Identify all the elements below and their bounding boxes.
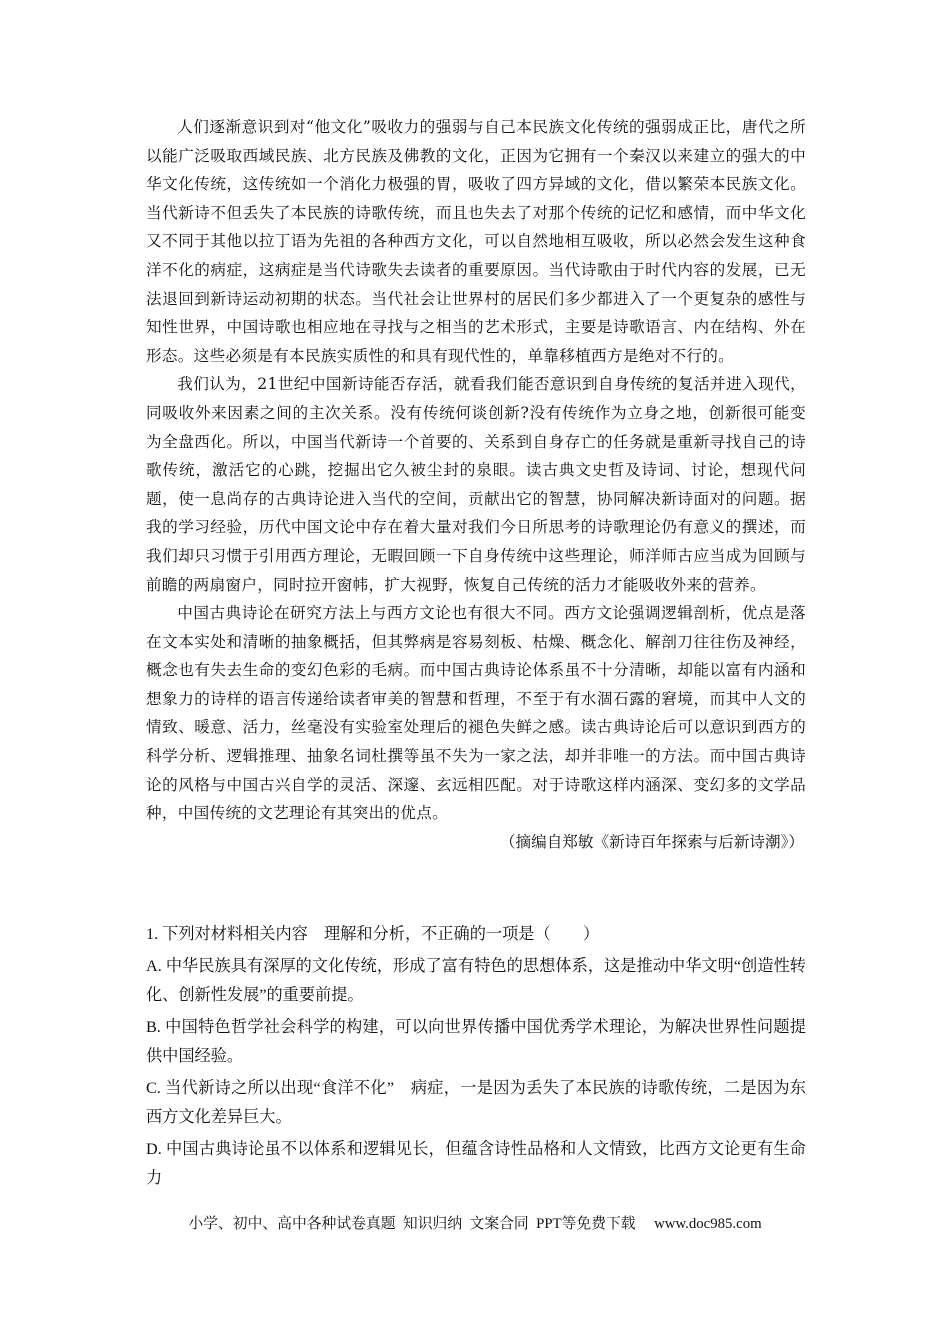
page-footer: 小学、初中、高中各种试卷真题 知识归纳 文案合同 PPT等免费下载 www.doc985.com — [188, 1216, 762, 1232]
article-paragraph-3: 中国古典诗论在研究方法上与西方文论也有很大不同。西方文论强调逻辑剖析，优点是落在文本实处和清晰的抽象概括，但其弊病是容易刻板、枯燥、概念化、解剖刀往往伤及神经，概念也有失去生命的变幻色彩的毛病。而中国古典诗论体系虽不十分清晰，却能以富有内涵和想象力的诗样的语言传递给读者审美的智慧和哲理，不至于有水涸石露的窘境，而其中人文的情致、暖意、活力，丝毫没有实验室处理后的褪色失鲜之感。读古典诗论后可以意识到西方的科学分析、逻辑推理、抽象名词杜撰等虽不失为一家之法，却并非唯一的方法。而中国古典诗论的风格与中国古兴自学的灵活、深邃、玄远相匹配。对于诗歌这样内涵深、变幻多的文学品种，中国传统的文艺理论有其突出的优点。 — [146, 604, 806, 823]
option-a: A. 中华民族具有深厚的文化传统，形成了富有特色的思想体系，这是推动中华文明“创造性转化、创新性发展”的重要前提。 — [146, 957, 806, 1004]
question-stem: 1. 下列对材料相关内容 理解和分析，不正确的一项是（ ） — [146, 925, 600, 943]
option-d: D. 中国古典诗论虽不以体系和逻辑见长，但蕴含诗性品格和人文情致，比西方文论更有生命力 — [146, 1140, 806, 1187]
article-paragraph-2: 我们认为，21世纪中国新诗能否存活，就看我们能否意识到自身传统的复活并进入现代，同吸收外来因素之间的主次关系。没有传统何谈创新?没有传统作为立身之地，创新很可能变为全盘西化。所以，中国当代新诗一个首要的、关系到自身存亡的任务就是重新寻找自己的诗歌传统，激活它的心跳，挖掘出它久被尘封的泉眼。读古典文史哲及诗词、讨论，想现代问题，使一息尚存的古典诗论进入当代的空间，贡献出它的智慧，协同解决新诗面对的问题。据我的学习经验，历代中国文论中存在着大量对我们今日所思考的诗歌理论仍有意义的撰述，而我们却只习惯于引用西方理论，无暇回顾一下自身传统中这些理论，师洋师古应当成为回顾与前瞻的两扇窗户，同时拉开窗帏，扩大视野，恢复自己传统的活力才能吸收外来的营养。 — [146, 375, 806, 594]
option-c: C. 当代新诗之所以出现“食洋不化” 病症，一是因为丢失了本民族的诗歌传统，二是因为东西方文化差异巨大。 — [146, 1079, 806, 1126]
article-paragraph-1: 人们逐渐意识到对“他文化”吸收力的强弱与自己本民族文化传统的强弱成正比，唐代之所以能广泛吸取西域民族、北方民族及佛教的文化，正因为它拥有一个秦汉以来建立的强大的中华文化传统，这传统如一个消化力极强的胃，吸收了四方异域的文化，借以繁荣本民族文化。当代新诗不但丢失了本民族的诗歌传统，而且也失去了对那个传统的记忆和感情，而中华文化又不同于其他以拉丁语为先祖的各种西方文化，可以自然地相互吸收，所以必然会发生这种食洋不化的病症，这病症是当代诗歌失去读者的重要原因。当代诗歌由于时代内容的发展，已无法退回到新诗运动初期的状态。当代社会让世界村的居民们多少都进入了一个更复杂的感性与知性世界，中国诗歌也相应地在寻找与之相当的艺术形式，主要是诗歌语言、内在结构、外在形态。这些必须是有本民族实质性的和具有现代性的，单靠移植西方是绝对不行的。 — [146, 118, 806, 365]
article-body — [146, 113, 806, 856]
question-block — [146, 920, 806, 1196]
option-b: B. 中国特色哲学社会科学的构建，可以向世界传播中国优秀学术理论，为解决世界性问题提供中国经验。 — [146, 1018, 806, 1065]
article-source: （摘编自郑敏《新诗百年探索与后新诗潮》） — [499, 832, 804, 851]
